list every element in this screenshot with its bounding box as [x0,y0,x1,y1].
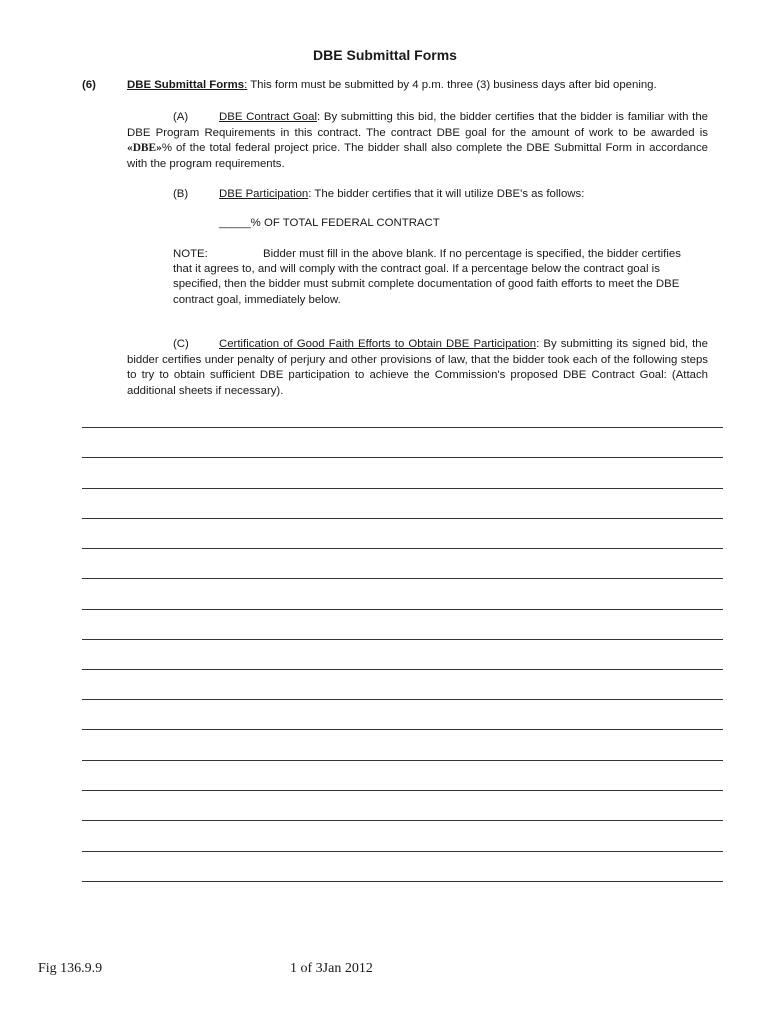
footer-page-date: 1 of 3Jan 2012 [290,961,373,976]
dbe-merge-field: «DBE» [127,142,162,155]
fill-in-line[interactable] [82,820,723,821]
fill-in-line[interactable] [82,851,723,852]
fill-in-line[interactable] [82,427,723,428]
section-number: (6) [82,79,96,91]
part-b-heading: DBE Participation [219,188,309,200]
section-text: This form must be submitted by 4 p.m. three (3) business days after bid opening. [247,79,657,91]
fill-in-line[interactable] [82,881,723,882]
part-c-paragraph [127,337,708,399]
section-heading: DBE Submittal Forms [127,79,245,91]
part-a-heading: DBE Contract Goal [219,111,317,123]
fill-in-line[interactable] [82,578,723,579]
part-a-paragraph [127,110,708,172]
dbe-percentage-blank[interactable]: _____% OF TOTAL FEDERAL CONTRACT [219,217,440,229]
note-label: NOTE: [173,248,208,260]
part-c-label: (C) [173,338,189,350]
fill-in-line[interactable] [82,548,723,549]
fill-in-line[interactable] [82,457,723,458]
part-b-text: : The bidder certifies that it will utilize DBE's as follows: [308,188,585,200]
fill-in-line[interactable] [82,729,723,730]
page-title: DBE Submittal Forms [313,47,457,63]
part-a-text-2: % of the total federal project price. The bidder shall also complete the DBE Submittal Form in accordance with the program requirements. [127,142,708,170]
part-a-label: (A) [173,111,189,123]
part-b-paragraph [127,187,708,203]
fill-in-line[interactable] [82,488,723,489]
fill-in-line[interactable] [82,790,723,791]
fill-in-line[interactable] [82,609,723,610]
fill-in-line[interactable] [82,760,723,761]
part-a-text-1: : By submitting this bid, the bidder certifies that the bidder is familiar with the DBE Program Requirements in this contract. The contract DBE goal for the amount of work to be awarded is [127,111,708,139]
part-c-text: : By submitting its signed bid, the bidder certifies under penalty of perjury and other provisions of law, that the bidder took each of the following steps to try to obtain sufficient DBE participation to achieve the Commission's proposed DBE Contract Goal: (Attach additional sheets if necessary). [127,338,708,397]
section-intro [127,79,718,91]
section-heading-colon: : [244,79,248,91]
note-block [173,247,693,308]
footer-figure-number: Fig 136.9.9 [38,961,103,976]
fill-in-line[interactable] [82,699,723,700]
part-c-heading: Certification of Good Faith Efforts to Obtain DBE Participation [219,338,537,350]
fill-in-line[interactable] [82,518,723,519]
fill-in-line[interactable] [82,669,723,670]
part-b-label: (B) [173,188,189,200]
fill-in-line[interactable] [82,639,723,640]
note-text: Bidder must fill in the above blank. If no percentage is specified, the bidder certifies that it agrees to, and will comply with the contract goal. If a percentage below the contract goal is specified, then the bidder must submit complete documentation of good faith efforts to meet the DBE contract goal, immediately below. [173,248,681,306]
